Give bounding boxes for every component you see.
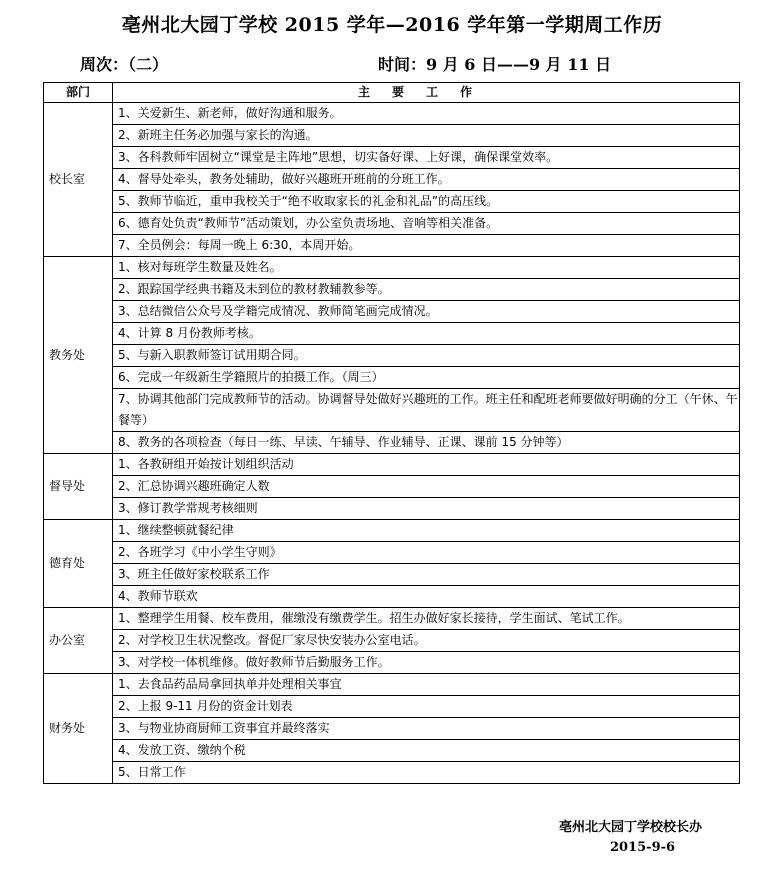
table-row xyxy=(44,454,740,476)
task-item: 7、协调其他部门完成教师节的活动。协调督导处做好兴趣班的工作。班主任和配班老师要做好明确的分工（午休、午餐等） xyxy=(113,389,740,432)
table-row xyxy=(44,103,740,125)
table-row xyxy=(44,564,740,586)
task-item: 1、核对每班学生数量及姓名。 xyxy=(113,257,740,279)
table-row xyxy=(44,147,740,169)
task-item: 1、关爱新生、新老师，做好沟通和服务。 xyxy=(113,103,740,125)
table-row xyxy=(44,762,740,784)
task-item: 3、与物业协商厨师工资事宜并最终落实 xyxy=(113,718,740,740)
table-row xyxy=(44,740,740,762)
date-range: 时间：9 月 6 日——9 月 11 日 xyxy=(378,55,612,74)
task-item: 2、汇总协调兴趣班确定人数 xyxy=(113,476,740,498)
table-row xyxy=(44,125,740,147)
table-row xyxy=(44,542,740,564)
table-row xyxy=(44,652,740,674)
table-row xyxy=(44,432,740,454)
dept-name: 督导处 xyxy=(44,454,113,520)
task-item: 6、德育处负责“教师节”活动策划，办公室负责场地、音响等相关准备。 xyxy=(113,213,740,235)
table-row xyxy=(44,323,740,345)
table-row xyxy=(44,674,740,696)
document-title: 亳州北大园丁学校 2015 学年—2016 学年第一学期周工作历 xyxy=(121,14,663,36)
table-row xyxy=(44,608,740,630)
header-content: 主要工作 xyxy=(113,83,740,103)
table-row xyxy=(44,279,740,301)
schedule-table xyxy=(43,82,740,784)
task-item: 2、上报 9-11 月份的资金计划表 xyxy=(113,696,740,718)
task-item: 1、整理学生用餐、校车费用，催缴没有缴费学生。招生办做好家长接待，学生面试、笔试工作。 xyxy=(113,608,740,630)
table-row xyxy=(44,520,740,542)
footer-date: 2015-9-6 xyxy=(610,840,676,855)
task-item: 4、计算 8 月份教师考核。 xyxy=(113,323,740,345)
task-item: 8、教务的各项检查（每日一练、早读、午辅导、作业辅导、正课、课前 15 分钟等） xyxy=(113,432,740,454)
table-row xyxy=(44,367,740,389)
table-row xyxy=(44,498,740,520)
table-row xyxy=(44,696,740,718)
dept-name: 办公室 xyxy=(44,608,113,674)
task-item: 1、各教研组开始按计划组织活动 xyxy=(113,454,740,476)
table-row xyxy=(44,586,740,608)
task-item: 3、各科教师牢固树立“课堂是主阵地”思想，切实备好课、上好课，确保课堂效率。 xyxy=(113,147,740,169)
table-row xyxy=(44,345,740,367)
table-row xyxy=(44,213,740,235)
task-item: 4、督导处牵头，教务处辅助，做好兴趣班开班前的分班工作。 xyxy=(113,169,740,191)
task-item: 1、继续整顿就餐纪律 xyxy=(113,520,740,542)
task-item: 4、发放工资、缴纳个税 xyxy=(113,740,740,762)
dept-name: 财务处 xyxy=(44,674,113,784)
task-item: 3、班主任做好家校联系工作 xyxy=(113,564,740,586)
dept-name: 校长室 xyxy=(44,103,113,257)
table-header-row xyxy=(44,83,740,103)
table-row xyxy=(44,191,740,213)
task-item: 5、日常工作 xyxy=(113,762,740,784)
footer-signature: 亳州北大园丁学校校长办 xyxy=(559,820,703,835)
task-item: 4、教师节联欢 xyxy=(113,586,740,608)
table-row xyxy=(44,476,740,498)
task-item: 2、跟踪国学经典书籍及未到位的教材教辅教参等。 xyxy=(113,279,740,301)
dept-name: 德育处 xyxy=(44,520,113,608)
task-item: 1、去食品药品局拿回执单并处理相关事宜 xyxy=(113,674,740,696)
task-item: 6、完成一年级新生学籍照片的拍摄工作。（周三） xyxy=(113,367,740,389)
task-item: 3、总结微信公众号及学籍完成情况、教师简笔画完成情况。 xyxy=(113,301,740,323)
task-item: 5、与新入职教师签订试用期合同。 xyxy=(113,345,740,367)
task-item: 3、修订教学常规考核细则 xyxy=(113,498,740,520)
table-row xyxy=(44,169,740,191)
table-row xyxy=(44,630,740,652)
table-row xyxy=(44,301,740,323)
task-item: 3、对学校一体机维修。做好教师节后勤服务工作。 xyxy=(113,652,740,674)
table-row xyxy=(44,718,740,740)
task-item: 2、各班学习《中小学生守则》 xyxy=(113,542,740,564)
task-item: 2、对学校卫生状况整改。督促厂家尽快安装办公室电话。 xyxy=(113,630,740,652)
table-row xyxy=(44,257,740,279)
task-item: 5、教师节临近，重申我校关于“绝不收取家长的礼金和礼品”的高压线。 xyxy=(113,191,740,213)
header-dept: 部门 xyxy=(44,83,113,103)
task-item: 7、全员例会：每周一晚上 6:30，本周开始。 xyxy=(113,235,740,257)
dept-name: 教务处 xyxy=(44,257,113,454)
task-item: 2、新班主任务必加强与家长的沟通。 xyxy=(113,125,740,147)
schedule-body xyxy=(44,103,740,784)
week-number: 周次：（二） xyxy=(80,55,169,74)
table-row xyxy=(44,235,740,257)
table-row xyxy=(44,389,740,432)
